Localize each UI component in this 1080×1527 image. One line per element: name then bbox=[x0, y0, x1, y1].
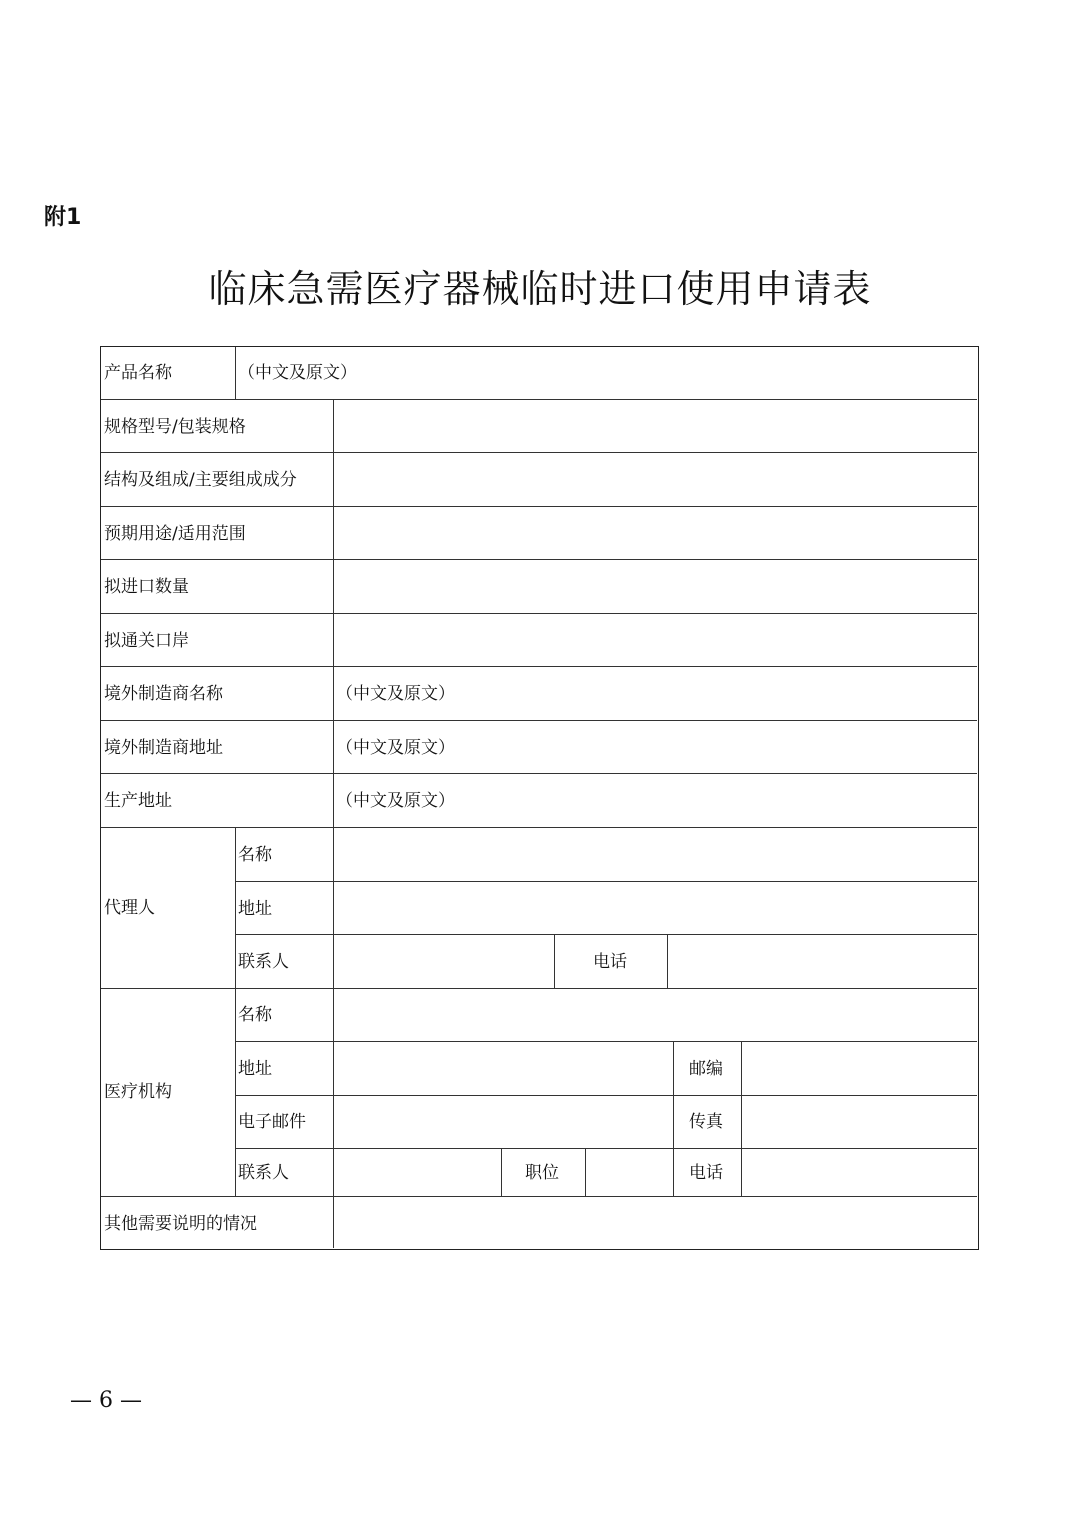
input-hospital-contact[interactable] bbox=[335, 1150, 500, 1195]
row-divider bbox=[101, 399, 977, 400]
label-import-qty: 拟进口数量 bbox=[104, 577, 189, 597]
label-hospital-contact: 联系人 bbox=[238, 1163, 289, 1183]
label-mfr-address: 境外制造商地址 bbox=[104, 738, 223, 758]
label-hospital-address: 地址 bbox=[238, 1059, 272, 1079]
row-divider bbox=[101, 613, 977, 614]
hint-mfr-name: （中文及原文） bbox=[336, 684, 455, 704]
label-spec-model: 规格型号/包装规格 bbox=[104, 417, 246, 437]
row-divider bbox=[101, 559, 977, 560]
row-divider bbox=[235, 881, 977, 882]
col-divider bbox=[333, 1196, 334, 1248]
input-structure[interactable] bbox=[335, 454, 975, 504]
label-hospital-email: 电子邮件 bbox=[238, 1112, 306, 1132]
input-agent-phone[interactable] bbox=[669, 936, 975, 986]
label-hospital-position: 职位 bbox=[525, 1163, 559, 1183]
label-structure: 结构及组成/主要组成成分 bbox=[104, 470, 297, 490]
label-agent: 代理人 bbox=[104, 898, 155, 918]
form-title: 临床急需医疗器械临时进口使用申请表 bbox=[208, 267, 872, 311]
hint-mfr-address: （中文及原文） bbox=[336, 738, 455, 758]
input-agent-contact[interactable] bbox=[335, 936, 553, 986]
row-divider bbox=[235, 1095, 977, 1096]
annex-label: 附1 bbox=[44, 205, 82, 230]
hint-product-name: （中文及原文） bbox=[238, 363, 357, 383]
input-agent-address[interactable] bbox=[335, 883, 975, 933]
input-other[interactable] bbox=[335, 1198, 975, 1248]
label-hospital-phone: 电话 bbox=[689, 1163, 723, 1183]
row-divider bbox=[101, 773, 977, 774]
label-hospital: 医疗机构 bbox=[104, 1082, 172, 1102]
label-hospital-postcode: 邮编 bbox=[689, 1059, 723, 1079]
label-prod-address: 生产地址 bbox=[104, 791, 172, 811]
label-agent-address: 地址 bbox=[238, 899, 272, 919]
input-hospital-name[interactable] bbox=[335, 990, 975, 1040]
input-intended-use[interactable] bbox=[335, 508, 975, 558]
label-port: 拟通关口岸 bbox=[104, 631, 189, 651]
col-divider bbox=[235, 827, 236, 1196]
row-divider bbox=[101, 720, 977, 721]
label-agent-phone: 电话 bbox=[593, 952, 627, 972]
input-spec-model[interactable] bbox=[335, 401, 975, 451]
col-divider bbox=[333, 399, 334, 1196]
label-hospital-fax: 传真 bbox=[689, 1112, 723, 1132]
col-divider bbox=[554, 934, 555, 988]
hint-prod-address: （中文及原文） bbox=[336, 791, 455, 811]
col-divider bbox=[585, 1148, 586, 1196]
page-number: — 6 — bbox=[70, 1388, 142, 1413]
row-divider bbox=[101, 506, 977, 507]
row-divider bbox=[101, 452, 977, 453]
input-product-name[interactable] bbox=[401, 349, 975, 397]
label-mfr-name: 境外制造商名称 bbox=[104, 684, 223, 704]
input-hospital-phone[interactable] bbox=[743, 1150, 975, 1195]
row-divider bbox=[101, 827, 977, 828]
label-intended-use: 预期用途/适用范围 bbox=[104, 524, 246, 544]
label-agent-name: 名称 bbox=[238, 845, 272, 865]
input-hospital-position[interactable] bbox=[587, 1150, 672, 1195]
row-divider bbox=[101, 666, 977, 667]
label-product-name: 产品名称 bbox=[104, 363, 172, 383]
input-hospital-postcode[interactable] bbox=[743, 1043, 975, 1093]
label-hospital-name: 名称 bbox=[238, 1005, 272, 1025]
label-other: 其他需要说明的情况 bbox=[104, 1214, 257, 1234]
col-divider bbox=[667, 934, 668, 988]
application-form-table bbox=[100, 346, 979, 1250]
label-agent-contact: 联系人 bbox=[238, 952, 289, 972]
row-divider bbox=[235, 1041, 977, 1042]
row-divider bbox=[101, 1196, 977, 1197]
input-hospital-email[interactable] bbox=[335, 1097, 672, 1147]
row-divider bbox=[235, 934, 977, 935]
row-divider bbox=[235, 1148, 977, 1149]
input-hospital-address[interactable] bbox=[335, 1043, 672, 1093]
input-agent-name[interactable] bbox=[335, 829, 975, 879]
input-hospital-fax[interactable] bbox=[743, 1097, 975, 1147]
col-divider bbox=[673, 1041, 674, 1196]
row-divider bbox=[101, 988, 977, 989]
input-port[interactable] bbox=[335, 615, 975, 665]
col-divider bbox=[501, 1148, 502, 1196]
col-divider bbox=[741, 1041, 742, 1196]
input-import-qty[interactable] bbox=[335, 561, 975, 611]
col-divider bbox=[235, 347, 236, 399]
